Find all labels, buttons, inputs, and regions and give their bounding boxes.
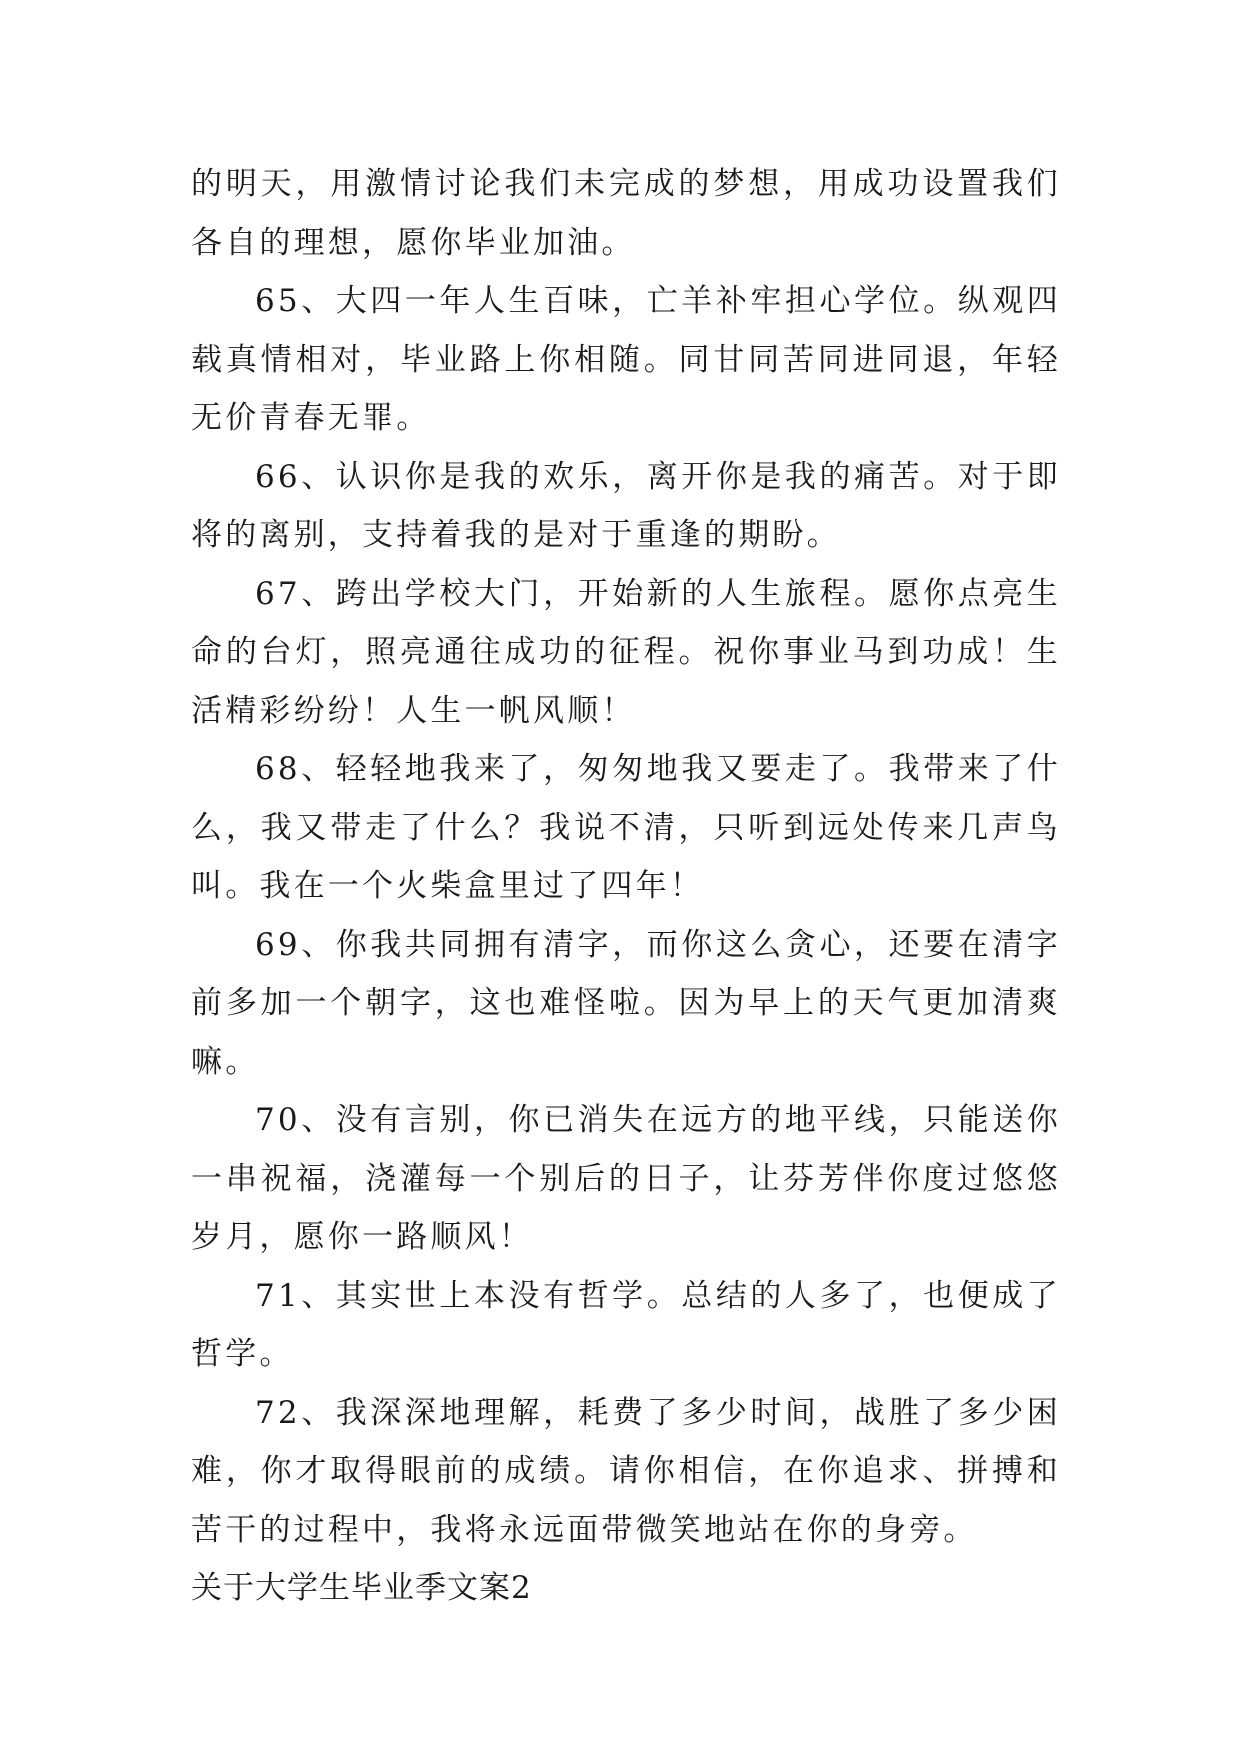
- paragraph-item-66: 66、认识你是我的欢乐，离开你是我的痛苦。对于即将的离别，支持着我的是对于重逢的期盼。: [191, 458, 1061, 553]
- document-body: [191, 155, 1061, 1618]
- paragraph-continuation: 的明天，用激情讨论我们未完成的梦想，用成功设置我们各自的理想，愿你毕业加油。: [191, 166, 1061, 261]
- paragraph-item-72: 72、我深深地理解，耗费了多少时间，战胜了多少困难，你才取得眼前的成绩。请你相信，在你追求、拼搏和苦干的过程中，我将永远面带微笑地站在你的身旁。: [191, 1394, 1061, 1548]
- paragraph-item-69: 69、你我共同拥有清字，而你这么贪心，还要在清字前多加一个朝字，这也难怪啦。因为早上的天气更加清爽嘛。: [191, 926, 1061, 1080]
- paragraph-item-68: 68、轻轻地我来了，匆匆地我又要走了。我带来了什么，我又带走了什么？我说不清，只听到远处传来几声鸟叫。我在一个火柴盒里过了四年！: [191, 751, 1061, 904]
- paragraph-item-67: 67、跨出学校大门，开始新的人生旅程。愿你点亮生命的台灯，照亮通往成功的征程。祝你事业马到功成！生活精彩纷纷！人生一帆风顺！: [191, 575, 1061, 729]
- paragraph-item-70: 70、没有言别，你已消失在远方的地平线，只能送你一串祝福，浇灌每一个别后的日子，让芬芳伴你度过悠悠岁月，愿你一路顺风！: [191, 1102, 1061, 1255]
- paragraph-item-71: 71、其实世上本没有哲学。总结的人多了，也便成了哲学。: [191, 1277, 1061, 1372]
- paragraph-item-65: 65、大四一年人生百味，亡羊补牢担心学位。纵观四载真情相对，毕业路上你相随。同甘同苦同进同退，年轻无价青春无罪。: [191, 283, 1061, 436]
- section-heading: 关于大学生毕业季文案2: [191, 1570, 532, 1606]
